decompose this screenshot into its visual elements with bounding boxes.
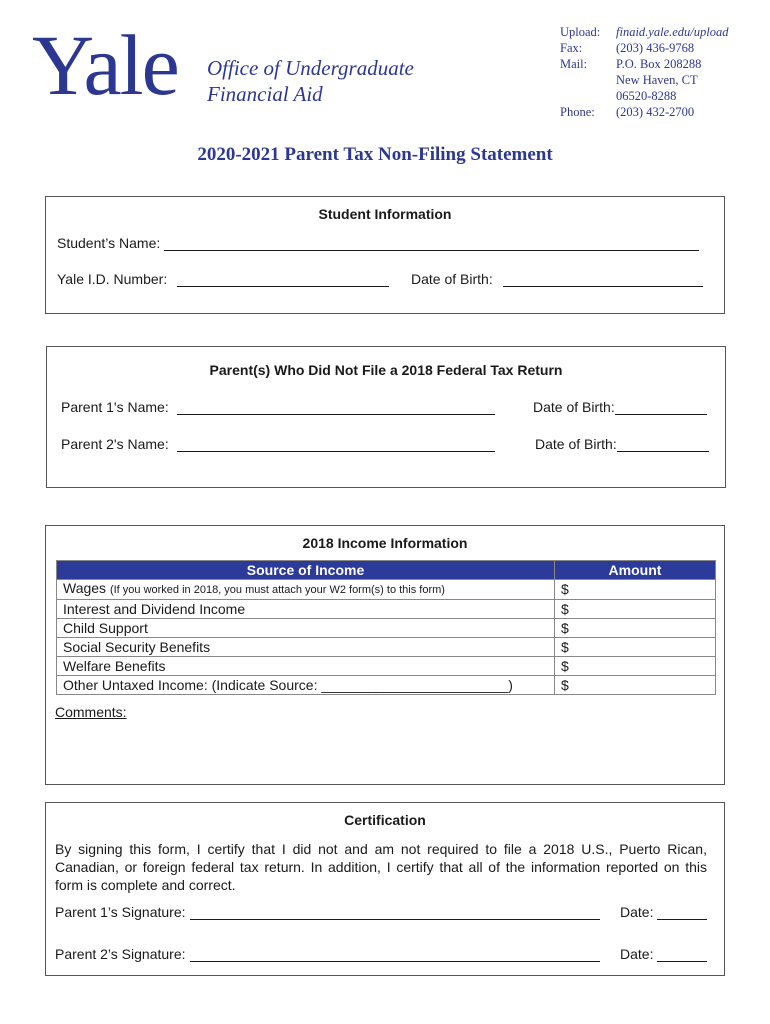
contact-phone: Phone: (203) 432-2700 [560,105,695,119]
parent1-name-field[interactable] [177,401,495,415]
office-line-1: Office of Undergraduate [207,56,414,80]
table-row [57,600,716,619]
sig1-date-field[interactable] [657,906,707,920]
student-info-title: Student Information [318,206,452,222]
parents-title: Parent(s) Who Did Not File a 2018 Federal Tax Return [209,362,563,378]
sig2-label: Parent 2’s Signature: [55,946,186,962]
amount-cell[interactable]: $ [555,619,716,638]
form-title: 2020-2021 Parent Tax Non-Filing Statement [197,144,553,165]
student-name-field[interactable] [164,237,699,251]
parent2-dob-label: Date of Birth: [535,436,617,452]
col-source-header: Source of Income [57,561,555,580]
student-dob-label: Date of Birth: [411,271,493,287]
sig2-row [55,946,600,962]
sig2-date-field[interactable] [657,948,707,962]
student-id-label: Yale I.D. Number: [57,271,168,287]
contact-mail-zip: 06520-8288 [616,89,677,103]
source-cell [57,580,555,600]
sig2-date-row [620,946,707,962]
contact-fax: Fax: (203) 436-9768 [560,41,695,55]
student-info-box [45,196,725,314]
source-cell: Interest and Dividend Income [57,600,555,619]
student-name-label: Student’s Name: [57,235,161,251]
contact-block [560,24,728,120]
student-id-field[interactable] [177,273,389,287]
upload-link[interactable]: finaid.yale.edu/upload [616,25,729,39]
table-row [57,580,716,600]
sig2-field[interactable] [190,948,600,962]
amount-cell[interactable]: $ [555,600,716,619]
contact-mail: Mail: P.O. Box 208288 [560,57,702,71]
certification-text: By signing this form, I certify that I did not and am not required to file a 2018 U.S., Puerto Rican, Canadian, or foreign federal tax return. In addition, I certify that all of the information reported on this form is complete and correct. [55,841,707,893]
wages-label: Wages [63,580,107,596]
parent2-name-label: Parent 2's Name: [61,436,169,452]
sig2-date-label: Date: [620,946,654,962]
contact-mail-city: New Haven, CT [616,73,698,87]
student-name-row [57,235,699,251]
yale-logo: Yale [32,17,178,113]
income-table-header [57,561,716,580]
sig1-field[interactable] [190,906,600,920]
parent1-name-label: Parent 1's Name: [61,399,169,415]
office-line-2: Financial Aid [207,82,323,106]
certification-title: Certification [344,812,426,828]
sig1-date-label: Date: [620,904,654,920]
parent2-dob-row [535,436,709,452]
source-cell: Child Support [57,619,555,638]
table-row [57,619,716,638]
income-table [56,560,716,695]
parent1-name-row [61,399,495,415]
source-cell: Welfare Benefits [57,657,555,676]
office-name [207,55,414,107]
income-title: 2018 Income Information [302,535,468,551]
amount-cell[interactable]: $ [555,657,716,676]
sig1-date-row [620,904,707,920]
parents-box [46,346,726,488]
col-amount-header: Amount [555,561,716,580]
parent1-dob-field[interactable] [615,401,707,415]
contact-upload: Upload: finaid.yale.edu/upload [560,25,729,39]
amount-cell[interactable]: $ [555,580,716,600]
wages-note: (If you worked in 2018, you must attach your W2 form(s) to this form) [109,584,445,596]
student-id-row [57,271,389,287]
source-cell: Social Security Benefits [57,638,555,657]
parent1-dob-row [533,399,707,415]
amount-cell[interactable]: $ [555,638,716,657]
parent2-dob-field[interactable] [617,438,709,452]
amount-cell[interactable]: $ [555,676,716,695]
comments-label: Comments: [55,704,127,720]
parent1-dob-label: Date of Birth: [533,399,615,415]
table-row [57,657,716,676]
parent2-name-field[interactable] [177,438,495,452]
table-row [57,638,716,657]
table-row [57,676,716,695]
source-cell: Other Untaxed Income: (Indicate Source: ________________________) [57,676,555,695]
parent2-name-row [61,436,495,452]
sig1-row [55,904,600,920]
student-dob-row [411,271,703,287]
sig1-label: Parent 1’s Signature: [55,904,186,920]
student-dob-field[interactable] [503,273,703,287]
